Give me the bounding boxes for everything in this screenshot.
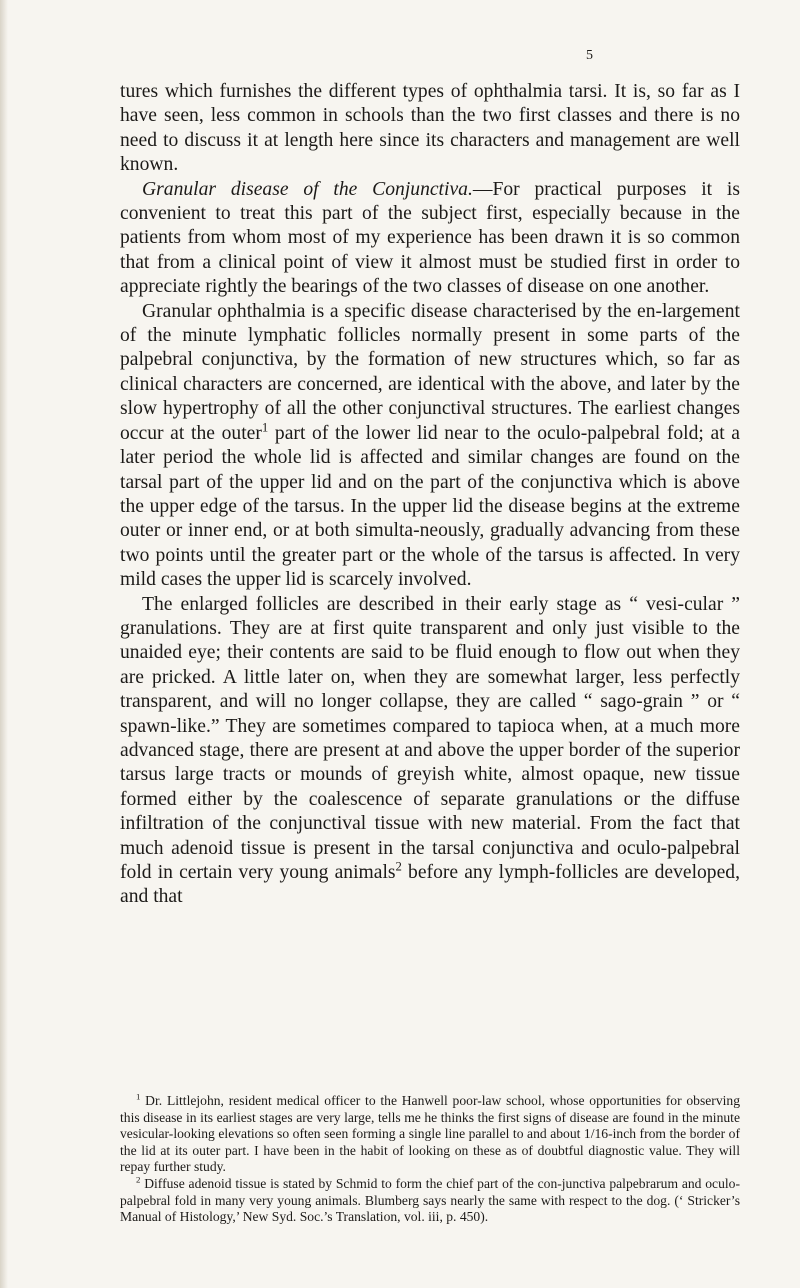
footnote-2-mark: 2 bbox=[136, 1174, 141, 1185]
footnote-2 bbox=[120, 1176, 740, 1226]
paragraph-3 bbox=[120, 300, 740, 593]
page-edge-shadow bbox=[0, 0, 8, 1288]
footnote-ref-2: 2 bbox=[395, 859, 402, 874]
footnote-ref-1: 1 bbox=[261, 420, 269, 435]
paragraph-1 bbox=[120, 80, 740, 178]
paragraph-2 bbox=[120, 178, 740, 300]
page-number: 5 bbox=[586, 48, 593, 63]
footnote-1-text: Dr. Littlejohn, resident medical officer to the Hanwell poor-law school, whose opportunities for observing this disease in its earliest stages are very large, tells me he thinks the first signs of disease are found in the minute vesicular-looking elevations so often seen forming a single line parallel to and about 1/16-inch from the border of the lid at its outer part. I have been in the habit of looking on these as of doubtful diagnostic value. They will repay further study. bbox=[120, 1093, 740, 1175]
paragraph-4-text-a: The enlarged follicles are described in their early stage as “ vesi-cular ” granulations. They are at first quite transparent and only just visible to the unaided eye; their contents are said to be fluid enough to flow out when they are pricked. A little later on, when they are somewhat larger, less perfectly transparent, and will no longer collapse, they are called “ sago-grain ” or “ spawn-like.” They are sometimes compared to tapioca when, at a much more advanced stage, there are present at and above the upper border of the superior tarsus large tracts or mounds of greyish white, almost opaque, new tissue formed either by the coalescence of separate granulations or the diffuse infiltration of the conjunctival tissue with new material. From the fact that much adenoid tissue is present in the tarsal conjunctiva and oculo-palpebral fold in certain very young animals bbox=[120, 593, 740, 883]
paragraph-3-text-b: part of the lower lid near to the oculo-palpebral fold; at a later period the whole lid is affected and similar changes are found on the tarsal part of the upper lid and on the part of the conjunctiva which is above the upper edge of the tarsus. In the upper lid the disease begins at the extreme outer or inner end, or at both simulta-neously, gradually advancing from these two points until the greater part or the whole of the tarsus is affected. In very mild cases the upper lid is scarcely involved. bbox=[120, 422, 741, 591]
body-text bbox=[120, 80, 740, 910]
paragraph-4 bbox=[120, 593, 740, 910]
section-heading-granular-disease: Granular disease of the Conjunctiva. bbox=[142, 178, 473, 200]
footnote-1 bbox=[120, 1093, 740, 1176]
footnote-1-mark: 1 bbox=[136, 1091, 141, 1102]
paragraph-4-text-b: before any lymph-follicles are developed, and that bbox=[120, 862, 740, 908]
paragraph-2-text: —For practical purposes it is convenient to treat this part of the subject first, especially because in the patients from whom most of my experience has been drawn it is so common that from a clinical point of view it almost must be studied first in order to appreciate rightly the bearings of the two classes of disease on one another. bbox=[120, 178, 740, 298]
paragraph-3-text-a: Granular ophthalmia is a specific disease characterised by the en-largement of the minute lymphatic follicles normally present in some parts of the palpebral conjunctiva, by the formation of new structures which, so far as clinical characters are concerned, are identical with the above, and later by the slow hypertrophy of all the other conjunctival structures. The earliest changes occur at the outer bbox=[120, 300, 740, 444]
paragraph-1-text: tures which furnishes the different types of ophthalmia tarsi. It is, so far as I have seen, less common in schools than the two first classes and there is no need to discuss it at length here since its characters and management are well known. bbox=[120, 81, 740, 176]
footnote-2-text: Diffuse adenoid tissue is stated by Schmid to form the chief part of the con-junctiva palpebrarum and oculo-palpebral fold in many very young animals. Blumberg says nearly the same with respect to the dog. (‘ Stricker’s Manual of Histology,’ New Syd. Soc.’s Translation, vol. iii, p. 450). bbox=[120, 1175, 740, 1225]
footnotes bbox=[120, 1093, 740, 1226]
